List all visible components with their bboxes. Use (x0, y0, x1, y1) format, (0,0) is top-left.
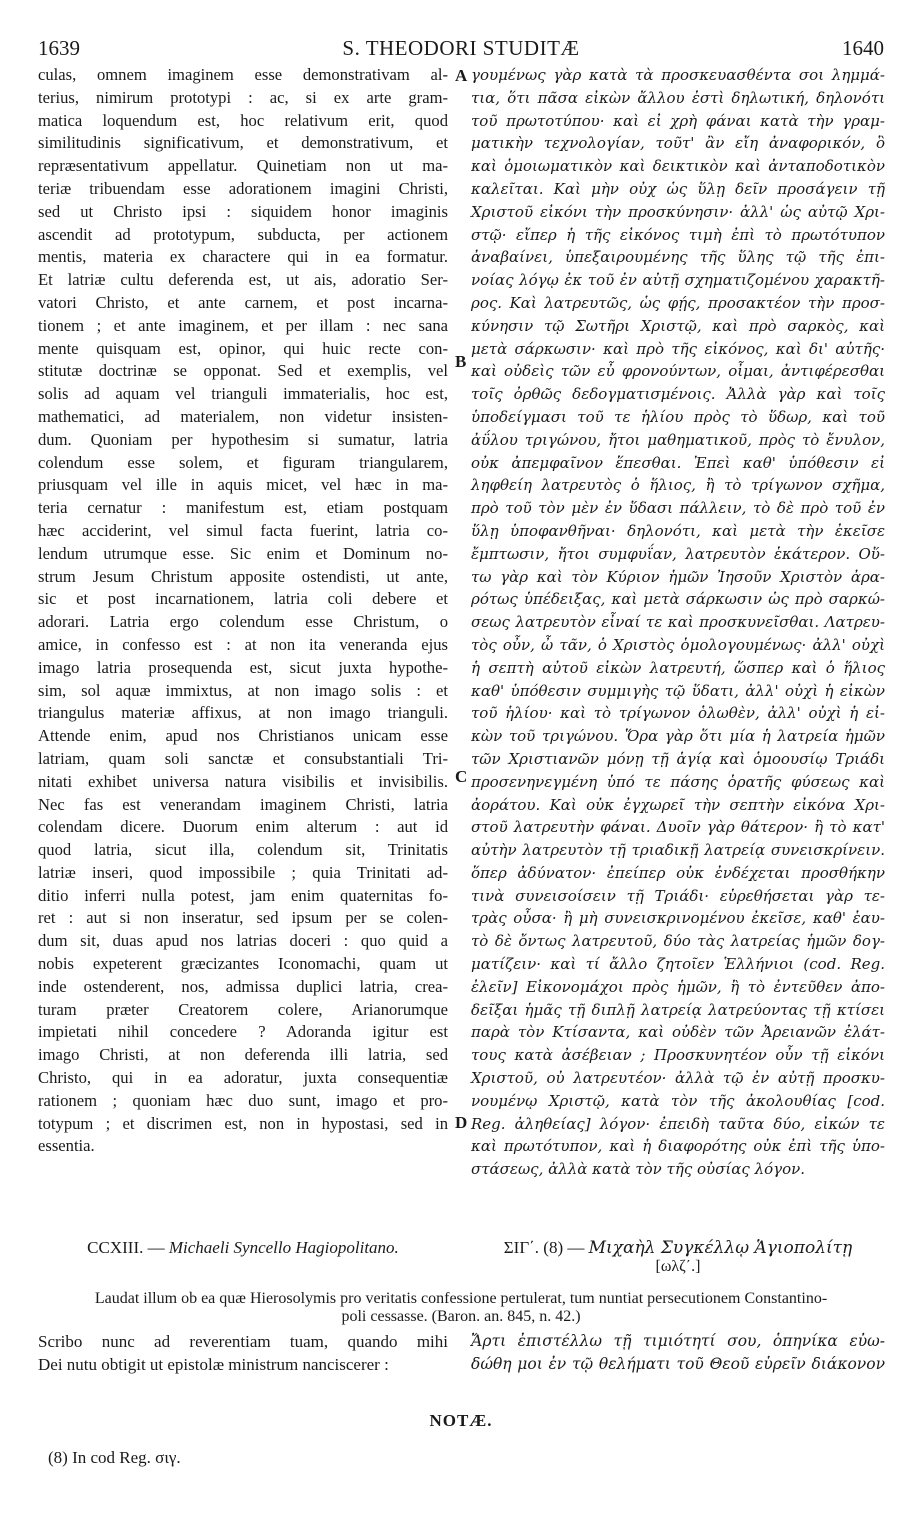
greek-text-line: καὶ ὁμοιωματικὸν καὶ δεικτικὸν καὶ ἀνταποδοτικὸν (471, 157, 885, 176)
letter-intro-latin (38, 1330, 448, 1376)
latin-text-line: dum. Quoniam per hypothesim si sumatur, latria (38, 429, 448, 449)
greek-text-line: τρὰς οὖσα· ἢ μὴ συνεισκρινομένου ἐκεῖσε, καθ' ἑαυ- (471, 909, 885, 928)
intro-line: Scribo nunc ad reverentiam tuam, quando mihi (38, 1332, 448, 1351)
greek-text-line: καθ' ὑπόθεσιν συμμιγὴς τῷ ὕδατι, ἀλλ' οὐχὶ ἡ εἰκὼν (471, 681, 885, 700)
greek-text-line: νουμένῳ Χριστῷ, κατὰ τὸν τῆς ἀκολουθίας [cod. (471, 1091, 885, 1110)
greek-text-line: παρὰ τὸν Κτίσαντα, καὶ οὐδὲν τῶν Ἀρειανῶν ἐλάτ- (471, 1023, 885, 1042)
latin-text-line: essentia. (38, 1136, 95, 1156)
latin-text-line: mente quisquam est, opinor, qui huic recte con- (38, 338, 448, 358)
greek-text-line: ἀναβαίνει, ὑπεξαιρουμένης τῆς ὕλης τῷ τῆς ἐπι- (471, 248, 885, 267)
greek-text-line: ἀΰλου τριγώνου, ἤτοι μαθηματικοῦ, πρὸς τὸ ἔνυλον, (471, 430, 885, 449)
argument-summary (38, 1290, 884, 1326)
greek-text-line: Χριστοῦ εἰκόνι τὴν προσκύνησιν· ἀλλ' ὡς αὐτῷ Χρι- (471, 202, 885, 221)
greek-text-line: τοῦ ἡλίου· καὶ τὸ τρίγωνον ὁλωθὲν, ἀλλ' οὐχὶ ἡ εἰ- (471, 704, 885, 723)
greek-text-line: στῷ· εἴπερ ἡ τῆς εἰκόνος τιμὴ ἐπὶ τὸ πρωτότυπον (471, 225, 885, 244)
greek-text-line: ἔμπτωσιν, ἤτοι συμφυΐαν, λατρευτὸν ἑκάτερον. Οὕ- (471, 544, 885, 563)
greek-text-line: νοίας λόγῳ ἐκ τοῦ ἐν αὐτῇ σχηματιζομένου χαρακτῆ- (471, 271, 885, 290)
greek-text-line: στοῦ λατρευτὴν φάναι. Δυοῖν γὰρ θάτερον· ἢ τὸ κατ' (471, 818, 885, 837)
greek-text-line: ἡ σεπτὴ αὐτοῦ εἰκὼν λατρευτή, ὥσπερ καὶ ὁ ἥλιος (471, 658, 885, 677)
latin-text-line: Attende enim, apud nos Christianos unicam esse (38, 726, 448, 746)
footnote: (8) In cod Reg. σιγ. (48, 1448, 181, 1467)
latin-text-line: amice, in confesso est : at non ita veneranda ejus (38, 634, 448, 654)
page-header (38, 36, 884, 60)
latin-text-line: colendum esse solem, et figuram triangularem, (38, 452, 448, 472)
greek-text-line: γουμένως γὰρ κατὰ τὰ προσκευασθέντα σοι λημμά- (471, 66, 885, 84)
margin-marker-b: B (455, 352, 467, 371)
latin-text-line: ret : aut si non inseratur, sed ipsum per se colen- (38, 908, 448, 928)
latin-text-line: nitati exhibet universa natura visibilis et invisibilis. (38, 771, 448, 791)
latin-text-line: repræsentativum appellatur. Quinetiam non ut ma- (38, 156, 448, 176)
latin-text-line: lendum utrumque esse. Sic enim et Dominum no- (38, 543, 448, 563)
latin-text-line: similitudinis significativum, et demonstrativum, et (38, 133, 448, 153)
intro-line: δώθη μοι ἐν τῷ θελήματι τοῦ Θεοῦ εὑρεῖν διάκονον (471, 1355, 885, 1373)
latin-text-line: turam præter Creatorem colere, Arianorumque (38, 999, 448, 1019)
latin-text-line: totypum ; et discrimen est, non in hypostasi, sed in (38, 1113, 448, 1133)
latin-text-line: imago Christi, at non deferenda illi latria, sed (38, 1045, 448, 1065)
greek-text-line: ὅπερ ἀδύνατον· ἐπείπερ οὐκ ἐνδέχεται προσθήκην (471, 863, 885, 882)
greek-text-line: ρος. Καὶ λατρευτῶς, ὡς φῄς, προσακτέον τὴν προσ- (471, 293, 885, 312)
greek-text-line: ματικὴν τεχνολογίαν, τοῦτ' ἂν εἴη ἀναφορικόν, ὃ (471, 134, 885, 153)
letter-intro-greek (471, 1330, 885, 1376)
latin-text-line: adorari. Latria ergo colendum esse Christum, o (38, 612, 448, 632)
greek-text-line: τὸ δὲ ὄντως λατρευτοῦ, δύο τὰς λατρείας ἡμῶν δογ- (471, 932, 885, 951)
greek-text-line: κὼν τοῦ τριγώνου. Ὅρα γὰρ ὅτι μία ἡ λατρεία ἡμῶν (471, 727, 885, 746)
latin-text-line: mathematici, ad materialem, non videtur insisten- (38, 406, 448, 426)
greek-text-line: καὶ οὐδεὶς τῶν εὖ φρονούντων, οἶμαι, ἀντιφέρεσθαι (471, 362, 885, 381)
argument-line: poli cessasse. (Baron. an. 845, n. 42.) (341, 1308, 581, 1325)
latin-text-line: priusquam vel ille in aquis micet, vel hæc in ma- (38, 475, 448, 495)
latin-text-line: ascendit ad prototypum, subducta, per actionem (38, 224, 448, 244)
greek-text-line: ὕλῃ ὑποφανθῆναι· δηλονότι, καὶ μετὰ τὴν ἐκεῖσε (471, 521, 885, 540)
latin-text-line: inde ostenderent, nos, admissa duplici latria, crea- (38, 976, 448, 996)
greek-text-line: ἀοράτου. Καὶ οὐκ ἐγχωρεῖ τὴν σεπτὴν εἰκόνα Χρι- (471, 795, 885, 814)
latin-text-line: tionem ; et ante imaginem, et per illam : nec sana (38, 315, 448, 335)
greek-text-line: Reg. ἀληθείας] λόγον· ἐπειδὴ ταῦτα δύο, εἰκών τε (471, 1114, 885, 1133)
greek-text-line: τοῦ πρωτοτύπου· καὶ εἰ χρὴ φάναι κατὰ τὴν γραμ- (471, 111, 885, 130)
latin-text-line: terius, nimirum prototypi : ac, si ex arte gram- (38, 87, 448, 107)
latin-text-line: culas, omnem imaginem esse demonstrativam al- (38, 65, 448, 84)
latin-text-line: matica loquendum est, hoc relativum erit, quod (38, 110, 448, 130)
greek-column (471, 64, 885, 1181)
greek-text-line: μετὰ σάρκωσιν· καὶ πρὸ τῆς εἰκόνος, καὶ δι' αὐτῆς· (471, 339, 885, 358)
section-number-greek: ΣΙΓ΄. (8) — (503, 1238, 585, 1257)
latin-text-line: sic et post incarnationem, latria coli debere et (38, 589, 448, 609)
latin-column (38, 64, 448, 1158)
section-sub-greek: [ωλζ΄.] (655, 1258, 701, 1275)
greek-text-line: οὐκ ἀπεμφαῖνον ἕπεσθαι. Ἐπεὶ καθ' ὑπόθεσιν εἰ (471, 453, 885, 472)
latin-text-line: latriam, quam soli sanctæ et consubstantiali Tri- (38, 748, 448, 768)
latin-text-line: quod latria, sicut illa, colendum sit, Trinitatis (38, 840, 448, 860)
section-heading-latin (38, 1238, 448, 1258)
latin-text-line: solis ad aquam vel trianguli immaterialis, hoc est, (38, 384, 448, 404)
argument-line: Laudat illum ob ea quæ Hierosolymis pro veritatis confessione pertulerat, tum nuntiat persecutionem Constantino- (94, 1290, 828, 1307)
latin-text-line: nobis expeterent græcizantes Iconomachi, quam ut (38, 954, 448, 974)
latin-text-line: rationem ; quoniam hæc duo sunt, imago et pro- (38, 1090, 448, 1110)
greek-text-line: τους κατὰ ἀσέβειαν ; Προσκυνητέον οὖν τῇ εἰκόνι (471, 1046, 885, 1065)
section-number-latin: CCXIII. — (87, 1238, 165, 1257)
greek-text-line: στάσεως, ἀλλὰ κατὰ τὸν τῆς οὐσίας λόγον. (471, 1160, 805, 1179)
latin-text-line: Christo, qui in ea adoratur, juxta consequentiæ (38, 1068, 448, 1088)
margin-marker-a: A (455, 66, 468, 85)
latin-text-line: dum sit, duas apud nos latrias doceri : quo quid a (38, 931, 448, 951)
greek-text-line: τια, ὅτι πᾶσα εἰκὼν ἄλλου ἐστὶ δηλωτική, δηλονότι (471, 88, 885, 107)
greek-text-line: κύνησιν τῷ Σωτῆρι Χριστῷ, καὶ πρὸ σαρκὸς, καὶ (471, 316, 885, 335)
latin-text-line: triangulus materiæ affixus, at non imago trianguli. (38, 703, 448, 723)
section-heading-greek (471, 1238, 885, 1276)
latin-text-line: stitutæ doctrinæ se opponat. Sed et exemplis, vel (38, 361, 448, 381)
latin-text-line: hæc acciderint, vel simul facta fuerint, latria co- (38, 520, 448, 540)
latin-text-line: sed ut Christo ipsi : siquidem honor imaginis (38, 201, 448, 221)
latin-text-line: ditio inferri nulla potest, jam enim quaternitas fo- (38, 885, 448, 905)
latin-text-line: Nec fas est venerandam imaginem Christi, latria (38, 794, 448, 814)
page-number-left: 1639 (38, 36, 80, 60)
greek-text-line: δεῖξαι ἡμᾶς τῇ διπλῇ λατρείᾳ λατρεύοντας τῇ κτίσει (471, 1000, 885, 1019)
margin-marker-c: C (455, 767, 468, 786)
margin-marker-d: D (455, 1113, 468, 1132)
latin-text-line: impietati nihil concedere ? Adoranda igitur est (38, 1022, 448, 1042)
greek-text-line: πρὸ τοῦ τὸν μὲν ἐν ὕδασι πάλλειν, τὸ δὲ πρὸ τοῦ ἐν (471, 499, 885, 518)
greek-text-line: τοῖς ὀρθῶς δεδογματισμένοις. Ἀλλὰ γὰρ καὶ τοῖς (471, 385, 885, 404)
latin-text-line: teriæ tribuendam esse adorationem imagini Christi, (38, 178, 448, 198)
latin-text-line: mentis, materia ex charactere qui in ea formatur. (38, 247, 448, 267)
greek-text-line: καλεῖται. Καὶ μὴν οὐχ ὡς ὕλῃ δεῖν προσάγειν τῇ (471, 179, 885, 198)
latin-text-line: Et latriæ cultu deferenda est, ut ais, adoratio Ser- (38, 270, 448, 290)
latin-text-line: latriæ inseri, quod impossibile ; quia Trinitati ad- (38, 862, 448, 882)
section-addressee-greek: Μιχαὴλ Συγκέλλῳ Ἁγιοπολίτῃ (588, 1238, 853, 1258)
greek-text-line: τινὰ συνεισοίσειν τῇ Τριάδι· εὑρεθήσεται γὰρ τε- (471, 886, 885, 905)
latin-text-line: colendam dicere. Duorum enim alterum : aut id (38, 817, 448, 837)
latin-text-line: strum Jesum Christum apposite ostendisti, ut ante, (38, 566, 448, 586)
latin-text-line: teria cernatur : manifestum est, etiam postquam (38, 498, 448, 518)
greek-text-line: τω γὰρ καὶ τὸν Κύριον ἡμῶν Ἰησοῦν Χριστὸν ἀρα- (471, 567, 885, 586)
greek-text-line: ματίζειν· καὶ τί ἄλλο ζητοῖεν Ἑλλήνιοι (cod. Reg. (471, 955, 885, 974)
greek-text-line: ἐλεῖν] Εἰκονομάχοι πρὸς ἡμῶν, ἢ τὸ ἐντεῦθεν ἀπο- (471, 977, 885, 996)
greek-text-line: τῶν Χριστιανῶν μόνῃ τῇ ἁγίᾳ καὶ ὁμοουσίῳ Τριάδι (471, 749, 885, 768)
notes-heading: NOTÆ. (429, 1411, 493, 1430)
intro-line: Dei nutu obtigit ut epistolæ ministrum nanciscerer : (38, 1355, 389, 1374)
section-addressee-latin: Michaeli Syncello Hagiopolitano. (168, 1238, 399, 1257)
intro-line: Ἄρτι ἐπιστέλλω τῇ τιμιότητί σου, ὁπηνίκα εὐω- (471, 1332, 885, 1350)
greek-text-line: ρότως ὑπέδειξας, καὶ μετὰ σάρκωσιν ὡς πρὸ σαρκώ- (471, 590, 885, 609)
greek-text-line: προσενηνεγμένη ὑπό τε πάσης ὁρατῆς φύσεως καὶ (471, 772, 885, 791)
greek-text-line: Χριστοῦ, οὐ λατρευτέον· ἀλλὰ τῷ ἐν αὐτῇ προσκυ- (471, 1069, 885, 1088)
greek-text-line: καὶ πρωτότυπον, καὶ ἡ διαφορότης οὐκ ἐπὶ τῆς ὑπο- (471, 1137, 885, 1156)
greek-text-line: τὸς οὖν, ὦ τᾶν, ὁ Χριστὸς ὁμολογουμένως· ἀλλ' οὐχὶ (471, 635, 885, 654)
greek-text-line: σεως λατρευτὸν εἶναί τε καὶ προσκυνεῖσθαι. Λατρευ- (471, 613, 885, 632)
running-title: S. THEODORI STUDITÆ (342, 36, 580, 60)
greek-text-line: ὑποδείγμασι τοῦ τε ἡλίου πρὸς τὸ ὕδωρ, καὶ τοῦ (471, 407, 885, 426)
latin-text-line: sim, sol aquæ immixtus, at non imago solis : et (38, 680, 448, 700)
latin-text-line: imago latria prosequenda est, sicut juxta hypothe- (38, 657, 448, 677)
greek-text-line: ληφθείη λατρευτὸς ὁ ἥλιος, ἢ τὸ τρίγωνον σχῆμα, (471, 476, 885, 495)
greek-text-line: αὐτὴν λατρευτὸν τῇ τριαδικῇ λατρείᾳ συνεισκρίνειν. (471, 841, 885, 860)
page-number-right: 1640 (842, 36, 884, 60)
latin-text-line: vatori Christo, et ante carnem, et post incarna- (38, 292, 448, 312)
